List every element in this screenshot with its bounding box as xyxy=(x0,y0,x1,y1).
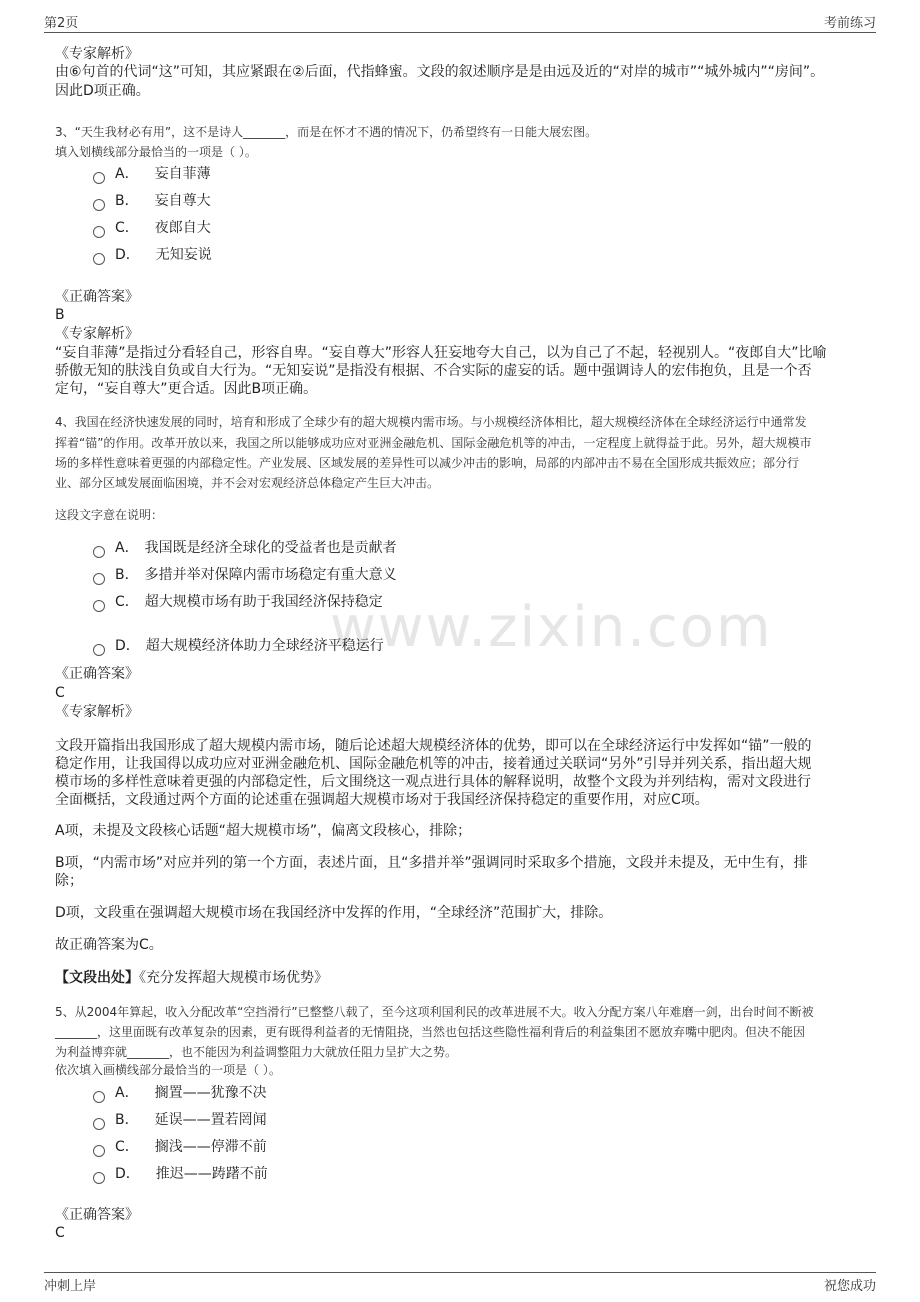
q3-analysis-label: 《专家解析》 xyxy=(55,326,139,342)
q4-analysis-line-3: 模市场的多样性意味着更强的内部稳定性，后文围绕这一观点进行具体的解释说明，故整个文段为并列结构，需对文段进行 xyxy=(55,774,811,790)
q4-answer-label: 《正确答案》 xyxy=(55,666,139,682)
header-title: 考前练习 xyxy=(823,16,876,31)
q3-answer: B xyxy=(55,307,65,323)
q2-analysis-line-2: 因此D项正确。 xyxy=(55,83,150,99)
q5-answer: C xyxy=(55,1225,65,1241)
q3-option-c[interactable]: C． 夜郎自大 xyxy=(93,219,211,238)
q4-stem-line-4: 业、部分区域发展面临困境，并不会对宏观经济总体稳定产生巨大冲击。 xyxy=(55,476,440,490)
q5-option-a[interactable]: A． 搁置——犹豫不决 xyxy=(93,1084,267,1103)
q3-analysis-line-1: “妄自菲薄”是指过分看轻自己，形容自卑。“妄自尊大”形容人狂妄地夸大自己，以为自己了不起，轻视别人。“夜郎自大”比喻 xyxy=(55,345,827,361)
q4-stem-line-3: 场的多样性意味着更强的内部稳定性。产业发展、区域发展的差异性可以减少冲击的影响，局部的内部冲击不易在全国形成共振效应；部分行 xyxy=(55,456,800,470)
q4-conclusion: 故正确答案为C。 xyxy=(55,937,163,953)
q4-option-b[interactable]: B． 多措并举对保障内需市场稳定有重大意义 xyxy=(93,566,397,585)
q3-analysis-line-2: 骄傲无知的肤浅自负或自大行为。“无知妄说”是指没有根据、不合实际的虚妄的话。题中强调诗人的宏伟抱负，且是一个否 xyxy=(55,363,812,379)
q4-option-c[interactable]: C． 超大规模市场有助于我国经济保持稳定 xyxy=(93,593,383,612)
radio-icon[interactable] xyxy=(93,226,105,238)
watermark: www.zixin.com xyxy=(330,595,773,660)
page-header xyxy=(44,12,876,33)
q3-option-b[interactable]: B． 妄自尊大 xyxy=(93,192,211,211)
q3-answer-label: 《正确答案》 xyxy=(55,289,139,305)
radio-icon[interactable] xyxy=(93,573,105,585)
q3-option-d[interactable]: D． 无知妄说 xyxy=(93,246,212,265)
q4-note-a: A项，未提及文段核心话题“超大规模市场”，偏离文段核心，排除； xyxy=(55,823,472,839)
q4-note-d: D项，文段重在强调超大规模市场在我国经济中发挥的作用，“全球经济”范围扩大，排除。 xyxy=(55,905,613,921)
q4-note-b-line-2: 除； xyxy=(55,873,83,889)
radio-icon[interactable] xyxy=(93,1145,105,1157)
q5-prompt: 依次填入画横线部分最恰当的一项是（ ）。 xyxy=(55,1063,281,1077)
q3-option-a[interactable]: A． 妄自菲薄 xyxy=(93,165,211,184)
page-footer xyxy=(44,1272,876,1295)
q5-stem-line-3: 为利益博弈就_______，也不能因为利益调整阻力大就放任阻力呈扩大之势。 xyxy=(55,1045,458,1059)
radio-icon[interactable] xyxy=(93,600,105,612)
radio-icon[interactable] xyxy=(93,172,105,184)
footer-left: 冲刺上岸 xyxy=(44,1279,97,1294)
q4-option-d[interactable]: D． 超大规模经济体助力全球经济平稳运行 xyxy=(93,637,384,656)
footer-right: 祝您成功 xyxy=(823,1279,876,1294)
q3-analysis-line-3: 定句，“妄自尊大”更合适。因此B项正确。 xyxy=(55,381,318,397)
q5-stem-line-1: 5、从2004年算起，收入分配改革“空挡滑行”已整整八载了，至今这项利国利民的改革进展不大。收入分配方案八年难磨一剑，出台时间不断被 xyxy=(55,1005,814,1019)
q4-source-text: 《充分发挥超大规模市场优势》 xyxy=(139,970,328,986)
page-number: 第2页 xyxy=(44,16,79,31)
q4-stem-line-1: 4、我国在经济快速发展的同时，培育和形成了全球少有的超大规模内需市场。与小规模经济体相比，超大规模经济体在全球经济运行中通常发 xyxy=(55,415,807,429)
q4-option-a[interactable]: A． 我国既是经济全球化的受益者也是贡献者 xyxy=(93,539,397,558)
q5-option-d[interactable]: D． 推迟——踌躇不前 xyxy=(93,1165,268,1184)
q5-stem-line-2: _______，这里面既有改革复杂的因素，更有既得利益者的无情阻挠，当然也包括这些隐性福利背后的利益集团不愿放弃嘴中肥肉。但决不能因 xyxy=(55,1025,806,1039)
q4-analysis-label: 《专家解析》 xyxy=(55,704,139,720)
q4-prompt: 这段文字意在说明： xyxy=(55,508,164,522)
radio-icon[interactable] xyxy=(93,1118,105,1130)
q5-option-c[interactable]: C． 搁浅——停滞不前 xyxy=(93,1138,267,1157)
q4-analysis-line-1: 文段开篇指出我国形成了超大规模内需市场，随后论述超大规模经济体的优势，即可以在全球经济运行中发挥如“锚”一般的 xyxy=(55,738,812,754)
q3-stem: 3、“天生我材必有用”，这不是诗人_______，而是在怀才不遇的情况下，仍希望终有一日能大展宏图。 xyxy=(55,125,598,139)
q2-analysis-line-1: 由⑥句首的代词“这”可知，其应紧跟在②后面，代指蜂蜜。文段的叙述顺序是是由远及近的“对岸的城市”“城外城内”“房间”。 xyxy=(55,64,825,80)
radio-icon[interactable] xyxy=(93,644,105,656)
q3-prompt: 填入划横线部分最恰当的一项是（ ）。 xyxy=(55,145,257,159)
q4-answer: C xyxy=(55,685,65,701)
q4-source-label: 【文段出处】 xyxy=(55,970,139,986)
q5-option-b[interactable]: B． 延误——置若罔闻 xyxy=(93,1111,267,1130)
radio-icon[interactable] xyxy=(93,253,105,265)
q5-answer-label: 《正确答案》 xyxy=(55,1207,139,1223)
q2-analysis-label: 《专家解析》 xyxy=(55,46,139,62)
radio-icon[interactable] xyxy=(93,1172,105,1184)
radio-icon[interactable] xyxy=(93,199,105,211)
q4-analysis-line-4: 全面概括，文段通过两个方面的论述重在强调超大规模市场对于我国经济保持稳定的重要作用，对应C项。 xyxy=(55,792,709,808)
radio-icon[interactable] xyxy=(93,546,105,558)
q4-stem-line-2: 挥着“锚”的作用。改革开放以来，我国之所以能够成功应对亚洲金融危机、国际金融危机等的冲击，一定程度上就得益于此。另外，超大规模市 xyxy=(55,436,812,450)
q4-note-b-line-1: B项，“内需市场”对应并列的第一个方面，表述片面，且“多措并举”强调同时采取多个措施，文段并未提及，无中生有，排 xyxy=(55,855,808,871)
q4-source xyxy=(55,969,865,988)
radio-icon[interactable] xyxy=(93,1091,105,1103)
q4-analysis-line-2: 稳定作用，让我国得以成功应对亚洲金融危机、国际金融危机等的冲击，接着通过关联词“另外”引导并列关系，指出超大规 xyxy=(55,756,812,772)
